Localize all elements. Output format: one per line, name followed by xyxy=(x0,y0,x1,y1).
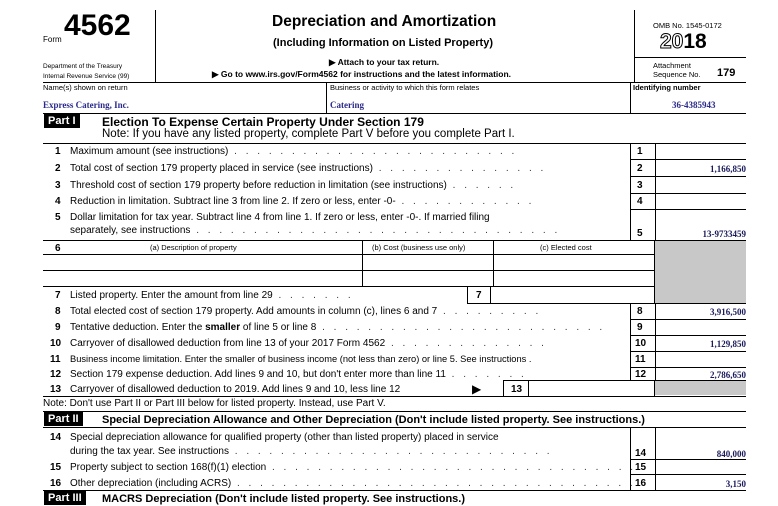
part3-box: Part III xyxy=(44,491,86,505)
line9-label-bold: smaller xyxy=(205,322,241,333)
line10-num: 10 xyxy=(50,338,62,349)
line2-num: 2 xyxy=(55,163,61,174)
line14-box: 14 xyxy=(635,448,647,459)
omb-number: OMB No. 1545-0172 xyxy=(653,21,722,30)
line4-label: Reduction in limitation. Subtract line 3 from line 2. If zero or less, enter -0- xyxy=(70,196,396,207)
line11-num: 11 xyxy=(50,354,61,365)
line5-label2: separately, see instructions xyxy=(70,225,191,236)
line6-col-c: (c) Elected cost xyxy=(540,243,592,252)
part1-title: Election To Expense Certain Property Under Section 179 xyxy=(102,115,424,129)
name-value[interactable]: Express Catering, Inc. xyxy=(43,100,129,110)
line5-amount[interactable]: 13-9733459 xyxy=(702,229,746,239)
line16-text: Other depreciation (including ACRS) . . . . . . . . . . . . . . . . . . . . . . . . . . . . . . . . . . . xyxy=(70,478,636,489)
tax-year-outline: 20 xyxy=(660,30,684,53)
line15-label: Property subject to section 168(f)(1) election xyxy=(70,462,267,473)
line12-box: 12 xyxy=(635,369,647,380)
line8-label: Total elected cost of section 179 property. Add amounts in column (c), lines 6 and 7 xyxy=(70,306,438,317)
line10-label: Carryover of disallowed deduction from line 13 of your 2017 Form 4562 xyxy=(70,338,386,349)
line11-text: Business income limitation. Enter the smaller of business income (not less than zero) or line 5. See instructions . xyxy=(70,354,532,364)
part1-note xyxy=(102,129,515,141)
part2-box: Part II xyxy=(44,412,83,426)
line15-box: 15 xyxy=(635,462,647,473)
line15-text: Property subject to section 168(f)(1) election . . . . . . . . . . . . . . . . . . . . . . . . . . . . . . . . xyxy=(70,462,637,473)
form-word: Form xyxy=(43,35,62,44)
line13-arrow-icon: ▶ xyxy=(472,382,482,396)
line13-box: 13 xyxy=(511,384,523,395)
line8-amount[interactable]: 3,916,500 xyxy=(710,307,746,317)
line2-amount[interactable]: 1,166,850 xyxy=(710,164,746,174)
line10-text: Carryover of disallowed deduction from line 13 of your 2017 Form 4562 . . . . . . . . . . . . . . xyxy=(70,338,547,349)
attach-instruction: ▶ Attach to your tax return. xyxy=(329,57,440,67)
business-label: Business or activity to which this form relates xyxy=(330,83,480,92)
dept-line2: Internal Revenue Service (99) xyxy=(43,73,130,80)
line13-text: Carryover of disallowed deduction to 2019. Add lines 9 and 10, less line 12 xyxy=(70,384,401,395)
shaded-area-lines6-7 xyxy=(655,241,746,303)
part1-box: Part I xyxy=(44,114,80,128)
line5-text: Dollar limitation for tax year. Subtract line 4 from line 1. If zero or less, enter -0-. If married filing xyxy=(70,212,490,223)
line16-label: Other depreciation (including ACRS) xyxy=(70,478,232,489)
line8-text: Total elected cost of section 179 property. Add amounts in column (c), lines 6 and 7 . . . . . . . . . xyxy=(70,306,542,317)
part3-title: MACRS Depreciation (Don't include listed property. See instructions.) xyxy=(102,493,466,505)
goto-instruction: ▶ Go to www.irs.gov/Form4562 for instructions and the latest information. xyxy=(212,69,512,79)
line5-num: 5 xyxy=(55,212,61,223)
line13-num: 13 xyxy=(50,384,62,395)
line7-text: Listed property. Enter the amount from line 29 . . . . . . . xyxy=(70,290,354,301)
line6-col-b: (b) Cost (business use only) xyxy=(372,243,466,252)
line16-num: 16 xyxy=(50,478,62,489)
line7-box: 7 xyxy=(476,290,482,301)
line2-label: Total cost of section 179 property placed in service (see instructions) xyxy=(70,163,373,174)
line8-num: 8 xyxy=(55,306,61,317)
tax-year xyxy=(660,31,707,52)
line6-col-a: (a) Description of property xyxy=(150,243,237,252)
line11-box: 11 xyxy=(635,354,646,365)
line12-text: Section 179 expense deduction. Add lines 9 and 10, but don't enter more than line 11 . . . . . . . xyxy=(70,369,527,380)
form-subtitle: (Including Information on Listed Property) xyxy=(273,37,493,49)
line1-box: 1 xyxy=(637,146,643,157)
line14-amount[interactable]: 840,000 xyxy=(716,449,746,459)
shaded-area-line13 xyxy=(655,381,746,395)
name-label: Name(s) shown on return xyxy=(43,83,128,92)
line1-label: Maximum amount (see instructions) xyxy=(70,146,229,157)
line2-box: 2 xyxy=(637,163,643,174)
sequence-number: 179 xyxy=(717,67,736,79)
line9-box: 9 xyxy=(637,322,643,333)
line4-num: 4 xyxy=(55,196,61,207)
line5-box: 5 xyxy=(637,228,643,239)
part2-title: Special Depreciation Allowance and Other Depreciation (Don't include listed property. See instructions.) xyxy=(102,414,645,426)
part1-note-text: Note: If you have any listed property, complete Part V before you complete Part I. xyxy=(102,128,515,140)
line9-text: Tentative deduction. Enter the smaller of line 5 or line 8 . . . . . . . . . . . . . . . . . . . . . . . . . xyxy=(70,322,606,333)
id-value[interactable]: 36-4385943 xyxy=(672,100,716,110)
line14-num: 14 xyxy=(50,432,62,443)
sequence-label: Sequence No. xyxy=(653,70,701,79)
line2-text: Total cost of section 179 property placed in service (see instructions) . . . . . . . . . . . . . . . xyxy=(70,163,547,174)
line7-num: 7 xyxy=(55,290,61,301)
line5-text-cont: separately, see instructions . . . . . . . . . . . . . . . . . . . . . . . . . . . . . . . . xyxy=(70,225,561,236)
line10-amount[interactable]: 1,129,850 xyxy=(710,339,746,349)
line14-text: Special depreciation allowance for qualified property (other than listed property) placed in service xyxy=(70,432,499,443)
form-title: Depreciation and Amortization xyxy=(272,13,497,30)
line15-num: 15 xyxy=(50,462,62,473)
line3-box: 3 xyxy=(637,180,643,191)
line1-text: Maximum amount (see instructions) . . . . . . . . . . . . . . . . . . . . . . . . . xyxy=(70,146,518,157)
line1-num: 1 xyxy=(55,146,61,157)
form-number: 4562 xyxy=(64,9,131,42)
line10-box: 10 xyxy=(635,338,647,349)
dept-line1: Department of the Treasury xyxy=(43,63,123,70)
part1-note2 xyxy=(43,399,386,409)
line14-label2: during the tax year. See instructions xyxy=(70,446,229,457)
line7-label: Listed property. Enter the amount from line 29 xyxy=(70,290,273,301)
line16-amount[interactable]: 3,150 xyxy=(725,479,746,489)
tax-year-bold: 18 xyxy=(683,30,707,53)
line12-num: 12 xyxy=(50,369,62,380)
part1-note2-text: Note: Don't use Part II or Part III below for listed property. Instead, use Part V. xyxy=(43,398,386,409)
line9-num: 9 xyxy=(55,322,61,333)
id-label: Identifying number xyxy=(633,83,701,92)
line3-num: 3 xyxy=(55,180,61,191)
line4-box: 4 xyxy=(637,196,643,207)
line9-label-post: of line 5 or line 8 xyxy=(240,322,317,333)
business-value[interactable]: Catering xyxy=(330,100,364,110)
line8-box: 8 xyxy=(637,306,643,317)
attachment-label: Attachment xyxy=(653,61,691,70)
line3-text: Threshold cost of section 179 property before reduction in limitation (see instructions) . . . . . . xyxy=(70,180,517,191)
line14-text-cont: during the tax year. See instructions . . . . . . . . . . . . . . . . . . . . . . . . . . . . xyxy=(70,446,553,457)
line3-label: Threshold cost of section 179 property before reduction in limitation (see instructions) xyxy=(70,180,447,191)
line16-box: 16 xyxy=(635,478,647,489)
line9-label-pre: Tentative deduction. Enter the xyxy=(70,322,206,333)
line4-text: Reduction in limitation. Subtract line 3 from line 2. If zero or less, enter -0- . . . . . . . . . . . . xyxy=(70,196,535,207)
line12-label: Section 179 expense deduction. Add lines 9 and 10, but don't enter more than line 11 xyxy=(70,369,446,380)
line6-num: 6 xyxy=(55,243,61,254)
line12-amount[interactable]: 2,786,650 xyxy=(710,370,746,380)
